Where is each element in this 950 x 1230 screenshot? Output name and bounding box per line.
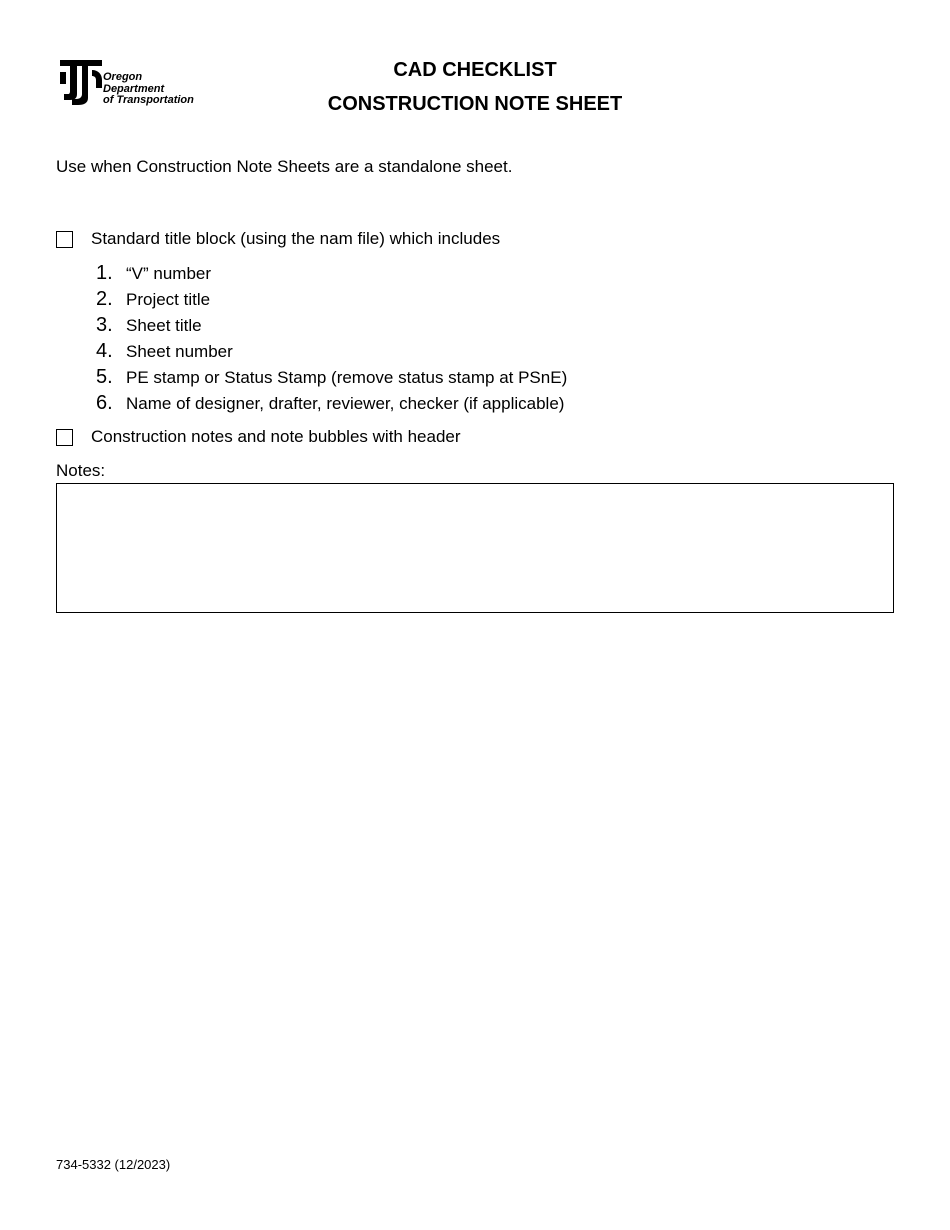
list-item [96,392,567,418]
title-block-subitems [96,262,567,418]
list-item-text: “V” number [126,264,212,283]
title-block-checkbox[interactable] [56,231,73,248]
list-item-number: 6. [96,392,113,414]
list-item-number: 1. [96,262,113,284]
title-block-label: Standard title block (using the nam file) which includes [91,229,501,248]
list-item [96,288,567,314]
logo-line-3: of Transportation [103,94,194,106]
list-item [96,366,567,392]
list-item-number: 4. [96,340,113,362]
list-item-number: 3. [96,314,113,336]
list-item-text: Name of designer, drafter, reviewer, checker (if applicable) [126,394,565,413]
intro-text: Use when Construction Note Sheets are a standalone sheet. [56,157,513,176]
list-item [96,314,567,340]
checklist-item-title-block [56,229,500,249]
notes-field[interactable] [56,483,894,613]
page-title: CAD CHECKLIST [393,59,557,81]
logo-line-1: Oregon [103,71,143,83]
checklist-item-construction-notes [56,427,461,447]
construction-notes-label: Construction notes and note bubbles with header [91,427,461,446]
list-item-text: Sheet title [126,316,202,335]
list-item-text: PE stamp or Status Stamp (remove status stamp at PSnE) [126,368,568,387]
form-number: 734-5332 (12/2023) [56,1157,171,1172]
construction-notes-checkbox[interactable] [56,429,73,446]
notes-label: Notes: [56,461,106,480]
page-subtitle: CONSTRUCTION NOTE SHEET [327,93,623,115]
list-item [96,340,567,366]
list-item-number: 5. [96,366,113,388]
list-item [96,262,567,288]
list-item-text: Sheet number [126,342,233,361]
list-item-number: 2. [96,288,113,310]
logo-line-2: Department [103,82,165,95]
list-item-text: Project title [126,290,211,309]
